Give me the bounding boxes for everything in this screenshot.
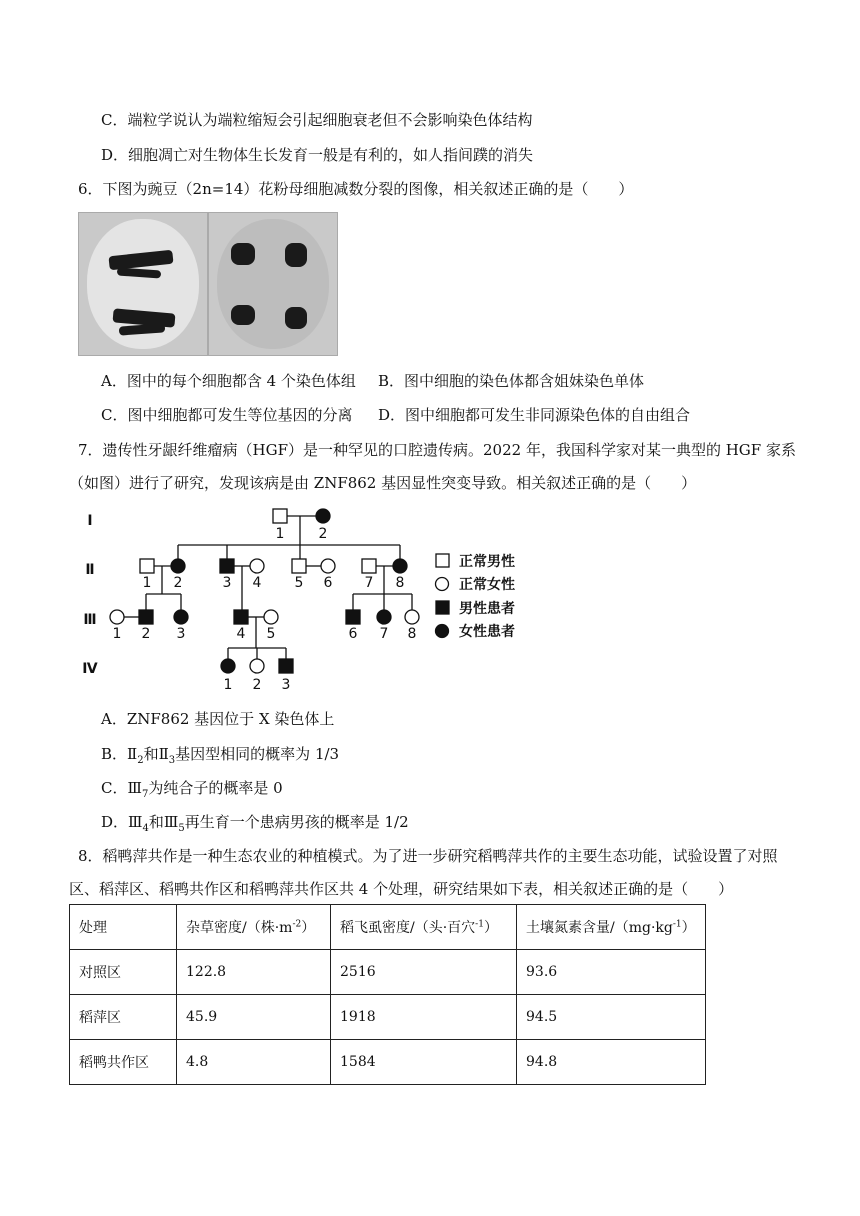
q7-option-d: D．$Ⅲ_4$和$Ⅲ_5$再生育一个患病男孩的概率是 1/2 [101, 813, 409, 834]
q6-option-b: B．图中细胞的染色体都含姐妹染色单体 [378, 372, 645, 390]
svg-text:5: 5 [266, 626, 276, 642]
svg-text:8: 8 [407, 626, 417, 642]
q5-option-c: C．端粒学说认为端粒缩短会引起细胞衰老但不会影响染色体结构 [101, 111, 533, 129]
svg-text:3: 3 [222, 575, 232, 591]
q6-option-d: D．图中细胞都可发生非同源染色体的自由组合 [378, 406, 691, 424]
table-row: 稻萍区 45.9 1918 94.5 [70, 995, 706, 1040]
svg-text:Ⅳ: Ⅳ [82, 661, 98, 677]
svg-text:1: 1 [275, 526, 285, 542]
results-table [69, 904, 706, 1085]
svg-text:Ⅲ: Ⅲ [83, 612, 97, 628]
svg-text:1: 1 [112, 626, 122, 642]
svg-text:6: 6 [348, 626, 358, 642]
svg-text:2: 2 [318, 526, 328, 542]
q7-stem-line2: （如图）进行了研究，发现该病是由 ZNF862 基因显性突变导致。相关叙述正确的是（ ） [69, 474, 697, 492]
legend-normal-female: 正常女性 [459, 577, 515, 593]
q8-stem-line2: 区、稻萍区、稻鸭共作区和稻鸭萍共作区共 4 个处理，研究结果如下表，相关叙述正确的是（ ） [69, 880, 734, 898]
svg-text:3: 3 [281, 677, 291, 693]
header-weed-density: 杂草密度/（株$\cdot m^{-2}$） [177, 905, 331, 950]
q5-option-d: D．细胞凋亡对生物体生长发育一般是有利的，如人指间蹼的消失 [101, 146, 534, 164]
q6-option-a: A．图中的每个细胞都含 4 个染色体组 [101, 372, 356, 390]
svg-text:Ⅱ: Ⅱ [85, 562, 95, 578]
header-soil-nitrogen: 土壤氮素含量$/(mg\cdot kg^{-1})$ [517, 905, 706, 950]
q6-stem: 6．下图为豌豆（2n=14）花粉母细胞减数分裂的图像，相关叙述正确的是（ ） [78, 180, 634, 198]
svg-text:Ⅰ: Ⅰ [87, 513, 93, 529]
legend-affected-male: 男性患者 [459, 601, 515, 617]
header-planthopper-density: 稻飞虱密度/（头·百穴$^{-1}$） [331, 905, 517, 950]
svg-text:7: 7 [379, 626, 389, 642]
legend-normal-male: 正常男性 [459, 554, 515, 570]
table-row: 对照区 122.8 2516 93.6 [70, 950, 706, 995]
svg-text:5: 5 [294, 575, 304, 591]
table-header-row [70, 905, 706, 950]
svg-text:2: 2 [173, 575, 183, 591]
svg-text:4: 4 [252, 575, 262, 591]
svg-text:2: 2 [252, 677, 262, 693]
svg-text:8: 8 [395, 575, 405, 591]
q6-option-c: C．图中细胞都可发生等位基因的分离 [101, 406, 353, 424]
table-row: 稻鸭共作区 4.8 1584 94.8 [70, 1040, 706, 1085]
svg-text:7: 7 [364, 575, 374, 591]
q7-option-b: B．$Ⅱ_2$和$Ⅱ_3$基因型相同的概率为 1/3 [101, 745, 340, 766]
q7-stem-line1: 7．遗传性牙龈纤维瘤病（HGF）是一种罕见的口腔遗传病。2022 年，我国科学家对某一典型的 HGF 家系 [78, 441, 796, 459]
svg-text:6: 6 [323, 575, 333, 591]
svg-text:1: 1 [142, 575, 152, 591]
q7-option-c: C．$Ⅲ_7$为纯合子的概率是 0 [101, 779, 283, 800]
svg-text:4: 4 [236, 626, 246, 642]
header-treatment: 处理 [70, 905, 177, 950]
svg-text:3: 3 [176, 626, 186, 642]
svg-text:1: 1 [223, 677, 233, 693]
q7-option-a: A．ZNF862 基因位于 X 染色体上 [101, 710, 335, 728]
q8-stem-line1: 8．稻鸭萍共作是一种生态农业的种植模式。为了进一步研究稻鸭萍共作的主要生态功能，试验设置了对照 [78, 847, 778, 865]
svg-text:2: 2 [141, 626, 151, 642]
legend-affected-female: 女性患者 [459, 624, 515, 640]
